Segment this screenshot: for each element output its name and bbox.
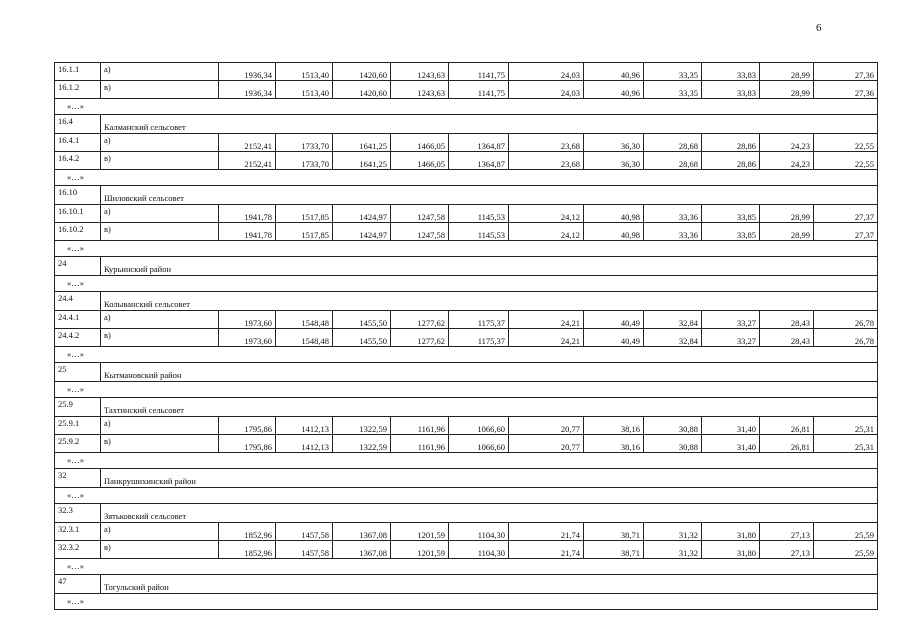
table-cell: 1367,08 bbox=[333, 523, 391, 541]
table-cell: 1466,05 bbox=[391, 134, 449, 152]
section-code: 24 bbox=[55, 257, 101, 276]
table-cell: 1733,70 bbox=[276, 152, 333, 170]
table-cell: 25,31 bbox=[814, 417, 878, 435]
ellipsis-row bbox=[55, 453, 878, 469]
table-cell: 28,86 bbox=[702, 152, 760, 170]
table-cell: 28,99 bbox=[760, 223, 814, 241]
ellipsis: «…» bbox=[55, 594, 878, 610]
table-cell: 1641,25 bbox=[333, 152, 391, 170]
table-cell: 1145,53 bbox=[449, 223, 509, 241]
section-row bbox=[55, 398, 878, 417]
table-cell: 28,86 bbox=[702, 134, 760, 152]
table-cell: 22,55 bbox=[814, 152, 878, 170]
table-body bbox=[55, 63, 878, 610]
row-code: 32.3.1 bbox=[55, 523, 101, 541]
table-cell: 1364,87 bbox=[449, 152, 509, 170]
table-cell: 1795,86 bbox=[219, 417, 276, 435]
table-cell: 1733,70 bbox=[276, 134, 333, 152]
section-row bbox=[55, 504, 878, 523]
table-row bbox=[55, 435, 878, 453]
table-cell: 1277,62 bbox=[391, 329, 449, 347]
table-cell: 33,36 bbox=[644, 205, 702, 223]
ellipsis-row bbox=[55, 170, 878, 186]
row-code: 16.1.2 bbox=[55, 81, 101, 99]
table-cell: 1201,59 bbox=[391, 523, 449, 541]
table-cell: 24,21 bbox=[509, 311, 584, 329]
table-cell: 2152,41 bbox=[219, 152, 276, 170]
table-row bbox=[55, 311, 878, 329]
table-cell: 1322,59 bbox=[333, 417, 391, 435]
table-cell: 1066,60 bbox=[449, 435, 509, 453]
section-name: Тахтинский сельсовет bbox=[101, 398, 878, 417]
table-cell: 1412,13 bbox=[276, 417, 333, 435]
table-cell: 1517,85 bbox=[276, 223, 333, 241]
ellipsis-row bbox=[55, 276, 878, 292]
table-cell: 1457,58 bbox=[276, 523, 333, 541]
table-cell: 40,96 bbox=[584, 63, 644, 81]
table-cell: 23,68 bbox=[509, 134, 584, 152]
table-cell: 1466,05 bbox=[391, 152, 449, 170]
table-row bbox=[55, 81, 878, 99]
table-cell: 1424,97 bbox=[333, 205, 391, 223]
table-cell: 20,77 bbox=[509, 435, 584, 453]
section-code: 47 bbox=[55, 575, 101, 594]
table-cell: 33,35 bbox=[644, 81, 702, 99]
table-cell: 32,84 bbox=[644, 329, 702, 347]
table-cell: 38,16 bbox=[584, 417, 644, 435]
table-cell: 1247,58 bbox=[391, 205, 449, 223]
section-name: Курьинский район bbox=[101, 257, 878, 276]
table-cell: 31,40 bbox=[702, 417, 760, 435]
table-cell: 33,83 bbox=[702, 81, 760, 99]
row-label: в) bbox=[101, 223, 219, 241]
table-cell: 26,78 bbox=[814, 311, 878, 329]
section-row bbox=[55, 292, 878, 311]
table-cell: 25,59 bbox=[814, 523, 878, 541]
section-row bbox=[55, 469, 878, 488]
table-cell: 1243,63 bbox=[391, 63, 449, 81]
section-name: Тогульский район bbox=[101, 575, 878, 594]
table-cell: 1247,58 bbox=[391, 223, 449, 241]
table-cell: 1161,96 bbox=[391, 417, 449, 435]
row-label: а) bbox=[101, 311, 219, 329]
table-cell: 28,43 bbox=[760, 329, 814, 347]
table-cell: 1145,53 bbox=[449, 205, 509, 223]
table-cell: 24,23 bbox=[760, 134, 814, 152]
table-cell: 38,16 bbox=[584, 435, 644, 453]
table-cell: 33,36 bbox=[644, 223, 702, 241]
section-code: 32 bbox=[55, 469, 101, 488]
table-cell: 1548,48 bbox=[276, 311, 333, 329]
table-cell: 27,13 bbox=[760, 523, 814, 541]
table-cell: 1973,60 bbox=[219, 311, 276, 329]
table-cell: 1243,63 bbox=[391, 81, 449, 99]
table-cell: 28,68 bbox=[644, 152, 702, 170]
section-row bbox=[55, 186, 878, 205]
row-code: 32.3.2 bbox=[55, 541, 101, 559]
table-cell: 1795,86 bbox=[219, 435, 276, 453]
table-cell: 27,37 bbox=[814, 223, 878, 241]
table-cell: 1548,48 bbox=[276, 329, 333, 347]
table-cell: 26,78 bbox=[814, 329, 878, 347]
table-cell: 31,32 bbox=[644, 523, 702, 541]
table-cell: 24,21 bbox=[509, 329, 584, 347]
table-row bbox=[55, 417, 878, 435]
table-cell: 1104,30 bbox=[449, 523, 509, 541]
table-cell: 21,74 bbox=[509, 541, 584, 559]
section-row bbox=[55, 363, 878, 382]
ellipsis: «…» bbox=[55, 488, 878, 504]
row-code: 25.9.2 bbox=[55, 435, 101, 453]
section-name: Шиловский сельсовет bbox=[101, 186, 878, 205]
page-number: 6 bbox=[816, 22, 822, 34]
section-name: Панкрушихинский район bbox=[101, 469, 878, 488]
ellipsis: «…» bbox=[55, 276, 878, 292]
section-name: Колыванский сельсовет bbox=[101, 292, 878, 311]
table-cell: 24,03 bbox=[509, 81, 584, 99]
table-row bbox=[55, 523, 878, 541]
section-name: Калманский сельсовет bbox=[101, 115, 878, 134]
table-cell: 31,32 bbox=[644, 541, 702, 559]
table-cell: 32,84 bbox=[644, 311, 702, 329]
table-cell: 28,43 bbox=[760, 311, 814, 329]
table-cell: 24,12 bbox=[509, 205, 584, 223]
table-cell: 26,81 bbox=[760, 435, 814, 453]
ellipsis-row bbox=[55, 559, 878, 575]
row-label: а) bbox=[101, 63, 219, 81]
ellipsis: «…» bbox=[55, 347, 878, 363]
table-cell: 21,74 bbox=[509, 523, 584, 541]
row-code: 16.4.2 bbox=[55, 152, 101, 170]
table-cell: 1420,60 bbox=[333, 63, 391, 81]
table-cell: 25,31 bbox=[814, 435, 878, 453]
section-row bbox=[55, 115, 878, 134]
table-cell: 27,36 bbox=[814, 63, 878, 81]
table-cell: 1936,34 bbox=[219, 81, 276, 99]
table-row bbox=[55, 223, 878, 241]
table-cell: 1455,50 bbox=[333, 311, 391, 329]
table-cell: 22,55 bbox=[814, 134, 878, 152]
table-cell: 1424,97 bbox=[333, 223, 391, 241]
table-cell: 1936,34 bbox=[219, 63, 276, 81]
table-cell: 33,27 bbox=[702, 329, 760, 347]
table-cell: 33,83 bbox=[702, 63, 760, 81]
table-cell: 1141,75 bbox=[449, 63, 509, 81]
table-row bbox=[55, 205, 878, 223]
table-cell: 40,98 bbox=[584, 223, 644, 241]
table-cell: 1161,96 bbox=[391, 435, 449, 453]
ellipsis: «…» bbox=[55, 559, 878, 575]
table-cell: 28,99 bbox=[760, 63, 814, 81]
table-row bbox=[55, 63, 878, 81]
ellipsis-row bbox=[55, 241, 878, 257]
row-code: 24.4.2 bbox=[55, 329, 101, 347]
table-cell: 33,85 bbox=[702, 223, 760, 241]
row-code: 16.4.1 bbox=[55, 134, 101, 152]
section-code: 25.9 bbox=[55, 398, 101, 417]
table-cell: 1513,40 bbox=[276, 81, 333, 99]
ellipsis-row bbox=[55, 347, 878, 363]
table-row bbox=[55, 134, 878, 152]
table-cell: 24,23 bbox=[760, 152, 814, 170]
table-cell: 1104,30 bbox=[449, 541, 509, 559]
table-cell: 28,99 bbox=[760, 81, 814, 99]
table-cell: 24,03 bbox=[509, 63, 584, 81]
table-cell: 28,68 bbox=[644, 134, 702, 152]
section-row bbox=[55, 575, 878, 594]
ellipsis: «…» bbox=[55, 382, 878, 398]
row-label: в) bbox=[101, 435, 219, 453]
row-label: в) bbox=[101, 81, 219, 99]
table-cell: 40,49 bbox=[584, 329, 644, 347]
table-cell: 1455,50 bbox=[333, 329, 391, 347]
tariff-table bbox=[54, 62, 878, 610]
table-cell: 40,49 bbox=[584, 311, 644, 329]
table-row bbox=[55, 329, 878, 347]
table-cell: 23,68 bbox=[509, 152, 584, 170]
section-name: Кытмановский район bbox=[101, 363, 878, 382]
ellipsis: «…» bbox=[55, 99, 878, 115]
row-code: 16.1.1 bbox=[55, 63, 101, 81]
table-cell: 25,59 bbox=[814, 541, 878, 559]
ellipsis: «…» bbox=[55, 453, 878, 469]
table-cell: 36,30 bbox=[584, 152, 644, 170]
table-cell: 38,71 bbox=[584, 523, 644, 541]
table-cell: 33,27 bbox=[702, 311, 760, 329]
table-cell: 1941,78 bbox=[219, 205, 276, 223]
row-label: в) bbox=[101, 541, 219, 559]
table-cell: 1412,13 bbox=[276, 435, 333, 453]
ellipsis-row bbox=[55, 382, 878, 398]
table-cell: 27,37 bbox=[814, 205, 878, 223]
table-cell: 1852,96 bbox=[219, 541, 276, 559]
table-cell: 1941,78 bbox=[219, 223, 276, 241]
section-code: 25 bbox=[55, 363, 101, 382]
table-cell: 30,88 bbox=[644, 417, 702, 435]
table-cell: 1517,85 bbox=[276, 205, 333, 223]
table-cell: 38,71 bbox=[584, 541, 644, 559]
table-row bbox=[55, 541, 878, 559]
table-cell: 1322,59 bbox=[333, 435, 391, 453]
table-cell: 1420,60 bbox=[333, 81, 391, 99]
row-label: а) bbox=[101, 417, 219, 435]
ellipsis-row bbox=[55, 594, 878, 610]
section-code: 32.3 bbox=[55, 504, 101, 523]
table-cell: 40,98 bbox=[584, 205, 644, 223]
table-cell: 30,88 bbox=[644, 435, 702, 453]
row-label: в) bbox=[101, 329, 219, 347]
row-label: а) bbox=[101, 134, 219, 152]
table-cell: 1364,87 bbox=[449, 134, 509, 152]
row-code: 24.4.1 bbox=[55, 311, 101, 329]
row-label: а) bbox=[101, 205, 219, 223]
table-cell: 27,36 bbox=[814, 81, 878, 99]
table-cell: 31,80 bbox=[702, 523, 760, 541]
section-code: 24.4 bbox=[55, 292, 101, 311]
table-cell: 1277,62 bbox=[391, 311, 449, 329]
table-cell: 1852,96 bbox=[219, 523, 276, 541]
row-code: 25.9.1 bbox=[55, 417, 101, 435]
table-cell: 20,77 bbox=[509, 417, 584, 435]
table-cell: 1175,37 bbox=[449, 329, 509, 347]
table-cell: 24,12 bbox=[509, 223, 584, 241]
table-cell: 1973,60 bbox=[219, 329, 276, 347]
row-code: 16.10.1 bbox=[55, 205, 101, 223]
ellipsis: «…» bbox=[55, 241, 878, 257]
table-cell: 1175,37 bbox=[449, 311, 509, 329]
table-cell: 1457,58 bbox=[276, 541, 333, 559]
table-cell: 1641,25 bbox=[333, 134, 391, 152]
ellipsis-row bbox=[55, 99, 878, 115]
row-label: а) bbox=[101, 523, 219, 541]
table-cell: 31,40 bbox=[702, 435, 760, 453]
table-cell: 28,99 bbox=[760, 205, 814, 223]
table-cell: 40,96 bbox=[584, 81, 644, 99]
section-code: 16.10 bbox=[55, 186, 101, 205]
section-code: 16.4 bbox=[55, 115, 101, 134]
table-cell: 36,30 bbox=[584, 134, 644, 152]
section-row bbox=[55, 257, 878, 276]
row-label: в) bbox=[101, 152, 219, 170]
table-cell: 31,80 bbox=[702, 541, 760, 559]
section-name: Зятьковский сельсовет bbox=[101, 504, 878, 523]
table-cell: 26,81 bbox=[760, 417, 814, 435]
table-cell: 33,35 bbox=[644, 63, 702, 81]
table-cell: 1201,59 bbox=[391, 541, 449, 559]
table-cell: 2152,41 bbox=[219, 134, 276, 152]
table-row bbox=[55, 152, 878, 170]
table-cell: 1141,75 bbox=[449, 81, 509, 99]
table-cell: 1066,60 bbox=[449, 417, 509, 435]
ellipsis-row bbox=[55, 488, 878, 504]
ellipsis: «…» bbox=[55, 170, 878, 186]
table-cell: 1513,40 bbox=[276, 63, 333, 81]
table-cell: 33,85 bbox=[702, 205, 760, 223]
table-cell: 1367,08 bbox=[333, 541, 391, 559]
table-cell: 27,13 bbox=[760, 541, 814, 559]
row-code: 16.10.2 bbox=[55, 223, 101, 241]
